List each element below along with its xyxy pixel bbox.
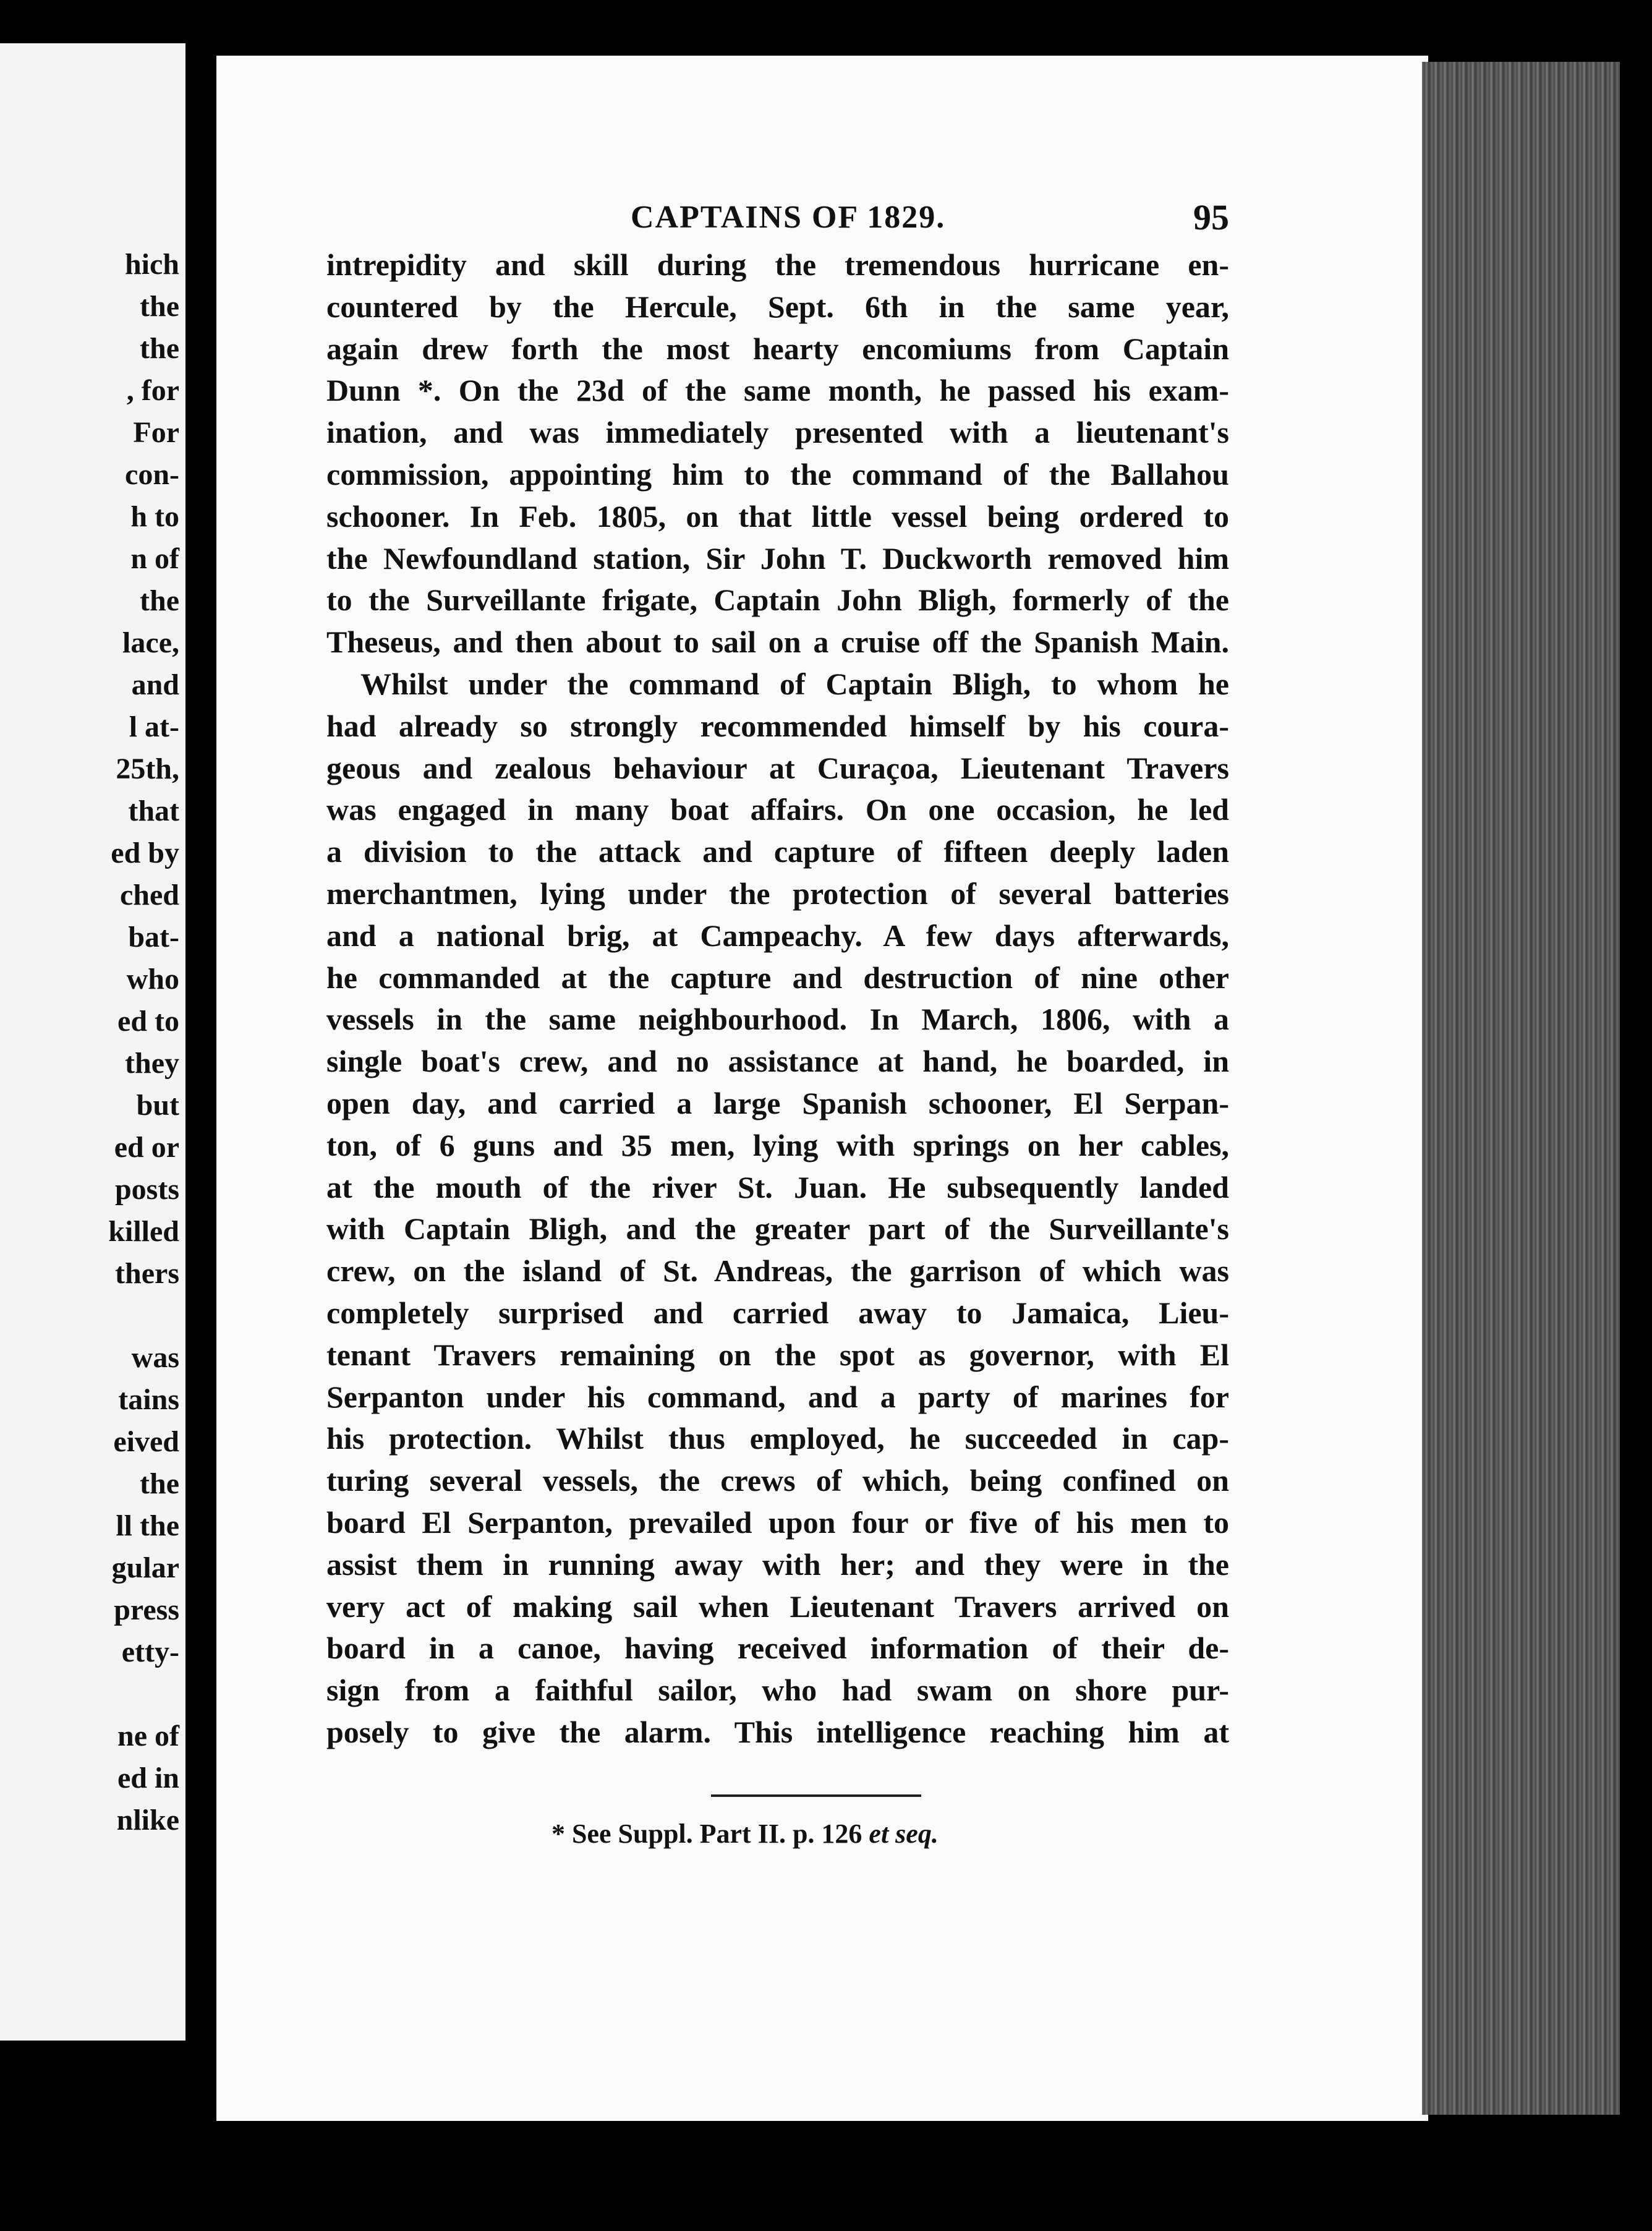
- facing-page-line: 25th,: [116, 753, 179, 785]
- text-line: at the mouth of the river St. Juan. He subsequently landed: [326, 1169, 1229, 1205]
- facing-page-line: lace,: [122, 626, 179, 659]
- facing-page-line: was: [131, 1341, 179, 1374]
- facing-page-line: , for: [126, 374, 179, 407]
- facing-page-line: ne of: [117, 1720, 179, 1752]
- page-number: 95: [1193, 197, 1229, 237]
- text-line: geous and zealous behaviour at Curaçoa, Lieutenant Travers: [326, 750, 1229, 785]
- footnote-text: See Suppl. Part II. p. 126: [572, 1819, 862, 1849]
- text-line: open day, and carried a large Spanish schooner, El Serpan-: [326, 1085, 1229, 1120]
- text-line: intrepidity and skill during the tremendous hurricane en-: [326, 247, 1229, 282]
- text-line: countered by the Hercule, Sept. 6th in the same year,: [326, 289, 1229, 324]
- body-text: [326, 244, 1229, 1754]
- text-line: his protection. Whilst thus employed, he succeeded in cap-: [326, 1421, 1229, 1456]
- text-line: he commanded at the capture and destruction of nine other: [326, 960, 1229, 995]
- text-line: with Captain Bligh, and the greater part of the Surveillante's: [326, 1211, 1229, 1247]
- text-line: completely surprised and carried away to Jamaica, Lieu-: [326, 1295, 1229, 1330]
- text-line: to the Surveillante frigate, Captain John Bligh, formerly of the: [326, 582, 1229, 618]
- text-line: assist them in running away with her; and they were in the: [326, 1546, 1229, 1582]
- text-line: Serpanton under his command, and a party of marines for: [326, 1379, 1229, 1414]
- facing-page-line: ed in: [117, 1762, 179, 1794]
- facing-page-line: ed to: [117, 1005, 179, 1038]
- text-line: again drew forth the most hearty encomiums from Captain: [326, 331, 1229, 366]
- facing-page-line: the: [140, 1467, 179, 1500]
- text-line: had already so strongly recommended himself by his coura-: [326, 708, 1229, 743]
- footnote-italic: et seq.: [869, 1819, 939, 1849]
- running-head: CAPTAINS OF 1829.: [631, 200, 946, 235]
- text-line: a division to the attack and capture of fifteen deeply laden: [326, 834, 1229, 869]
- facing-page-line: the: [140, 584, 179, 617]
- facing-page-line: press: [114, 1593, 179, 1626]
- facing-page-line: gular: [111, 1551, 179, 1584]
- facing-page-line: ched: [120, 879, 179, 911]
- facing-page-line: who: [126, 963, 179, 996]
- text-line: Dunn *. On the 23d of the same month, he passed his exam-: [326, 373, 1229, 408]
- text-line: posely to give the alarm. This intelligence reaching him at: [326, 1714, 1229, 1749]
- facing-page-line: killed: [108, 1215, 179, 1248]
- footnote-marker: *: [551, 1819, 565, 1849]
- facing-page-line: tains: [118, 1383, 179, 1416]
- facing-page-line: eived: [113, 1425, 179, 1458]
- text-line: commission, appointing him to the command of the Ballahou: [326, 456, 1229, 492]
- facing-page-line: posts: [114, 1173, 179, 1206]
- facing-page-line: the: [140, 290, 179, 323]
- facing-page-line: the: [140, 332, 179, 365]
- facing-page-line: ed or: [114, 1131, 179, 1164]
- footnote-rule: [711, 1794, 921, 1797]
- text-line: merchantmen, lying under the protection of several batteries: [326, 876, 1229, 911]
- facing-page-line: hich: [124, 248, 179, 281]
- text-line: tenant Travers remaining on the spot as governor, with El: [326, 1337, 1229, 1372]
- text-line: very act of making sail when Lieutenant Travers arrived on: [326, 1589, 1229, 1624]
- facing-page-line: For: [133, 416, 179, 449]
- facing-page-line: l at-: [129, 710, 179, 743]
- text-line: ination, and was immediately presented with a lieutenant's: [326, 415, 1229, 450]
- text-line: vessels in the same neighbourhood. In March, 1806, with a: [326, 1002, 1229, 1037]
- text-line: the Newfoundland station, Sir John T. Duckworth removed him: [326, 540, 1229, 576]
- text-line: sign from a faithful sailor, who had swam on shore pur-: [326, 1673, 1229, 1708]
- text-line: schooner. In Feb. 1805, on that little vessel being ordered to: [326, 498, 1229, 534]
- facing-page-line: but: [136, 1089, 179, 1122]
- facing-page-line: etty-: [121, 1636, 179, 1668]
- facing-page: [0, 43, 185, 2041]
- facing-page-line: and: [131, 668, 179, 701]
- text-line: board in a canoe, having received information of their de-: [326, 1631, 1229, 1666]
- facing-page-line: ll the: [116, 1509, 179, 1542]
- facing-page-line: ed by: [111, 837, 179, 869]
- text-line: Whilst under the command of Captain Bligh, to whom he: [360, 666, 1229, 701]
- facing-page-line: h to: [130, 500, 179, 533]
- footnote: [551, 1818, 939, 1849]
- text-line: Theseus, and then about to sail on a cruise off the Spanish Main.: [326, 625, 1229, 660]
- facing-page-line: n of: [130, 542, 179, 575]
- text-line: turing several vessels, the crews of which, being confined on: [326, 1463, 1229, 1498]
- facing-page-line: con-: [125, 458, 179, 491]
- text-line: crew, on the island of St. Andreas, the garrison of which was: [326, 1253, 1229, 1289]
- text-line: was engaged in many boat affairs. On one occasion, he led: [326, 792, 1229, 827]
- facing-page-line: that: [128, 795, 179, 827]
- text-line: and a national brig, at Campeachy. A few days afterwards,: [326, 918, 1229, 953]
- page-edge: [1422, 62, 1620, 2115]
- text-line: board El Serpanton, prevailed upon four or five of his men to: [326, 1504, 1229, 1540]
- text-line: single boat's crew, and no assistance at hand, he boarded, in: [326, 1044, 1229, 1079]
- facing-page-line: bat-: [128, 921, 179, 953]
- text-line: ton, of 6 guns and 35 men, lying with springs on her cables,: [326, 1127, 1229, 1162]
- facing-page-line: nlike: [116, 1804, 179, 1836]
- facing-page-line: thers: [115, 1257, 179, 1290]
- facing-page-line: they: [125, 1047, 179, 1080]
